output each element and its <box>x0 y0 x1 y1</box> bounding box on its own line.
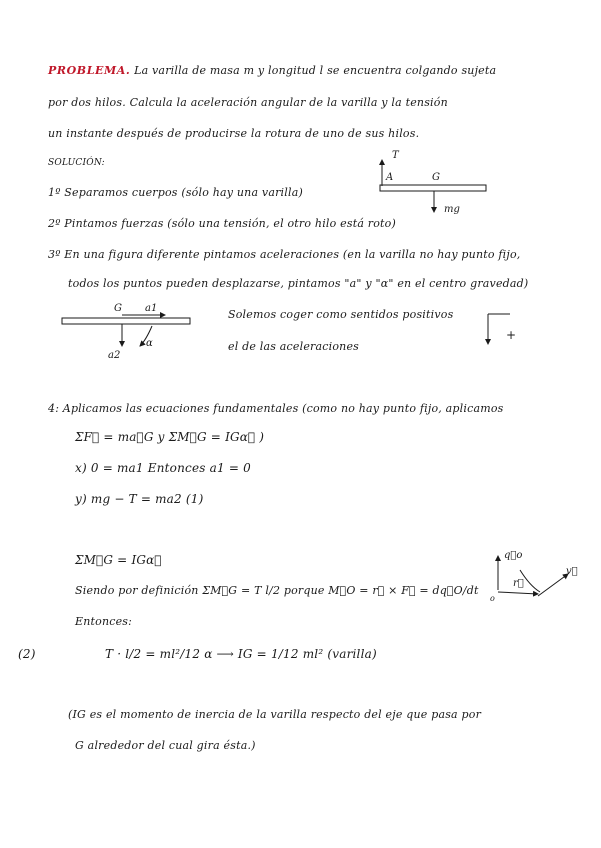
step-1: 1º Separamos cuerpos (sólo hay una varilla) <box>48 186 303 199</box>
problem-text-1: La varilla de masa m y longitud l se encuentra colgando sujeta <box>134 64 497 77</box>
signs-text-2: el de las aceleraciones <box>228 340 360 353</box>
label-mg: mg <box>444 204 460 215</box>
free-body-diagram <box>380 160 486 212</box>
step-4: 4: Aplicamos las ecuaciones fundamentales (como no hay punto fijo, aplicamos <box>48 402 504 415</box>
label-a1: a1 <box>145 303 158 314</box>
label-T: T <box>392 150 399 161</box>
note-line-2: G alrededor del cual gira ésta.) <box>75 739 256 752</box>
step-3b: todos los puntos pueden desplazarse, pintamos "a" y "α" en el centro gravedad) <box>68 277 529 290</box>
eq-2: T · l/2 = ml²/12 α ⟶ IG = 1/12 ml² (varilla) <box>105 647 377 661</box>
label-r: r⃗ <box>513 578 524 589</box>
eq-moment: ΣM⃗G = IGα⃗ <box>75 553 162 567</box>
label-a2: a2 <box>108 350 121 361</box>
vector-sketch <box>498 556 568 596</box>
label-qo: q⃗o <box>504 550 523 561</box>
problem-line-2: por dos hilos. Calcula la aceleración angular de la varilla y la tensión <box>48 96 448 109</box>
eq-y: y) mg − T = ma2 (1) <box>75 492 204 506</box>
acceleration-diagram <box>62 315 190 346</box>
label-o: o <box>490 594 495 603</box>
rod-shape-2 <box>62 318 190 324</box>
eq-fundamental: ΣF⃗ = ma⃗G y ΣM⃗G = IGα⃗ ) <box>75 430 265 444</box>
eq-definition: Siendo por definición ΣM⃗G = T l/2 porque M⃗O = r⃗ × F⃗ = dq⃗O/dt <box>75 584 479 597</box>
solution-heading: SOLUCIÓN: <box>48 158 105 168</box>
label-plus: + <box>506 328 517 342</box>
step-2: 2º Pintamos fuerzas (sólo una tensión, el otro hilo está roto) <box>48 217 396 230</box>
signs-text-1: Solemos coger como sentidos positivos <box>228 308 454 321</box>
eq-2-label: (2) <box>18 647 36 661</box>
label-A: A <box>386 172 394 183</box>
label-alpha: α <box>146 338 153 349</box>
label-v: v⃗ <box>566 566 578 577</box>
label-G-2: G <box>114 303 122 314</box>
rod-shape <box>380 185 486 191</box>
eq-x: x) 0 = ma1 Entonces a1 = 0 <box>75 461 251 475</box>
step-3a: 3º En una figura diferente pintamos aceleraciones (en la varilla no hay punto fijo, <box>48 248 521 261</box>
then-text: Entonces: <box>75 615 133 628</box>
label-G: G <box>432 172 440 183</box>
problem-line-3: un instante después de producirse la rotura de uno de sus hilos. <box>48 127 420 140</box>
problem-label: PROBLEMA. <box>48 64 131 77</box>
r-arrow <box>498 592 538 594</box>
note-line-1: (IG es el momento de inercia de la varilla respecto del eje que pasa por <box>68 708 482 721</box>
v-arrow <box>538 574 568 596</box>
